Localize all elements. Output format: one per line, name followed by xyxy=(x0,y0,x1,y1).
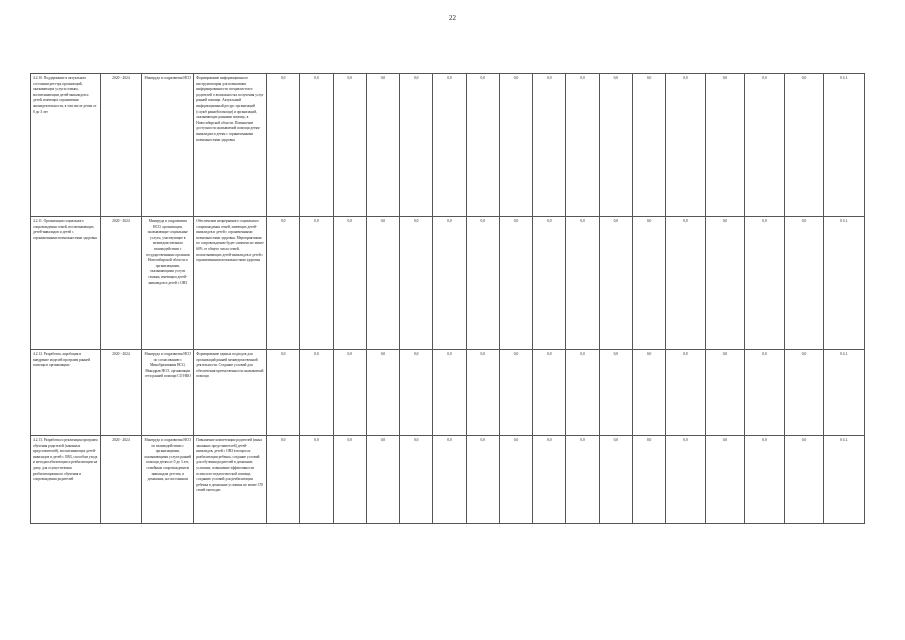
value-cell: 0,0 xyxy=(784,217,824,350)
result-cell: Формирование информационного инструментария для повышения информированности специалистов и родителей о возможностях получения услуг ранней помощи. Актуальный информационный ресурс организаций (служб ранней помощи) и организаций, оказывающих ранними помощь, в Новосибирской области. Повышение доступности оказываемой помощи детям-инвалидам и детям с ограниченными возможностями здоровья xyxy=(194,74,267,217)
value-cell: 0,0 xyxy=(267,436,300,524)
value-cell: 0,0 xyxy=(632,217,665,350)
value-cell: 0,0 xyxy=(666,74,706,217)
value-cell: 0,0 xyxy=(599,217,632,350)
value-cell: 0,0 xyxy=(267,74,300,217)
indicator-cell: 0 4.1. xyxy=(824,436,865,524)
value-cell: 0,0 xyxy=(632,350,665,436)
value-cell: 0,0 xyxy=(599,350,632,436)
indicator-cell: 0 4.1. xyxy=(824,74,865,217)
page-number: 22 xyxy=(449,14,456,22)
value-cell: 0,0 xyxy=(745,74,785,217)
value-cell: 0,0 xyxy=(433,217,466,350)
value-cell: 0,0 xyxy=(267,350,300,436)
value-cell: 0,0 xyxy=(333,217,366,350)
table-row xyxy=(31,74,865,217)
value-cell: 0,0 xyxy=(705,217,745,350)
value-cell: 0,0 xyxy=(666,350,706,436)
value-cell: 0,0 xyxy=(499,217,532,350)
value-cell: 0,0 xyxy=(599,436,632,524)
value-cell: 0,0 xyxy=(566,217,599,350)
value-cell: 0,0 xyxy=(784,350,824,436)
executor-cell: Минтруда и соцразвития НСО, организации, оказывающие социальные услуги, участвующие в межведомственном взаимодействии с государственными органами Новосибирской области и организациями, оказывающими услуги семьям, имеющим детей-инвалидов и детей с ОВЗ xyxy=(142,217,194,350)
value-cell: 0,0 xyxy=(705,436,745,524)
value-cell: 0,0 xyxy=(566,436,599,524)
table-row xyxy=(31,217,865,350)
value-cell: 0,0 xyxy=(784,436,824,524)
value-cell: 0,0 xyxy=(705,74,745,217)
value-cell: 0,0 xyxy=(366,74,399,217)
period-cell: 2020 - 2024 xyxy=(100,217,142,350)
value-cell: 0,0 xyxy=(784,74,824,217)
value-cell: 0,0 xyxy=(400,74,433,217)
result-cell: Повышение компетенции родителей (иных законных представителей) детей-инвалидов, детей с ОВЗ в вопросах реабилитации ребенка, создание условий для обучения родителей в домашних условиях, повышение эффективности психолого-педагогической помощи, созданию условий для реабилитации ребенка в домашних условиях не менее 370 семей ежегодно xyxy=(194,436,267,524)
value-cell: 0,0 xyxy=(366,350,399,436)
value-cell: 0,0 xyxy=(599,74,632,217)
period-cell: 2020 - 2024 xyxy=(100,74,142,217)
executor-cell: Минтруда и соцразвития НСО xyxy=(142,74,194,217)
executor-cell: Минтруда и соцразвития НСО по взаимодействию с организациями, оказывающими услуги ранней помощи детям от 0 до 3 лет, семейным сопровождением инвалидам детства, в домашних, на постоянном xyxy=(142,436,194,524)
value-cell: 0,0 xyxy=(533,217,566,350)
value-cell: 0,0 xyxy=(666,436,706,524)
activity-cell: 4.2.13. Разработка и реализация программ обучения родителей (законных представителей), воспитывающих детей-инвалидов и детей с ОВЗ, способам ухода и методам абилитации и реабилитации на дому, для осуществления реабилитационного обучения и сопровождения родителей xyxy=(31,436,101,524)
value-cell: 0,0 xyxy=(300,217,333,350)
value-cell: 0,0 xyxy=(466,217,499,350)
value-cell: 0,0 xyxy=(433,436,466,524)
value-cell: 0,0 xyxy=(267,217,300,350)
value-cell: 0,0 xyxy=(632,436,665,524)
period-cell: 2020 - 2024 xyxy=(100,350,142,436)
value-cell: 0,0 xyxy=(566,74,599,217)
value-cell: 0,0 xyxy=(466,436,499,524)
value-cell: 0,0 xyxy=(400,350,433,436)
value-cell: 0,0 xyxy=(705,350,745,436)
period-cell: 2020 - 2024 xyxy=(100,436,142,524)
result-cell: Обеспечение непрерывного социального сопровождения семей, имеющих детей-инвалидов и детей с ограниченными возможностями здоровья. Мероприятиями по сопровождению будет охвачено не менее 60% от общего числа семей, воспитывающих детей-инвалидов и детей с ограниченными возможностями здоровья xyxy=(194,217,267,350)
value-cell: 0,0 xyxy=(745,217,785,350)
activity-cell: 4.2.10. Поддержание в актуальном состоянии реестра организаций, оказывающих услуги семьям, воспитывающим детей-инвалидов и детей, имеющих ограничения жизнедеятельности, в том числе детям от 0 до 3 лет xyxy=(31,74,101,217)
value-cell: 0,0 xyxy=(632,74,665,217)
value-cell: 0,0 xyxy=(745,350,785,436)
value-cell: 0,0 xyxy=(466,350,499,436)
indicator-cell: 0 4.1. xyxy=(824,217,865,350)
indicator-cell: 0 4.1. xyxy=(824,350,865,436)
value-cell: 0,0 xyxy=(499,74,532,217)
value-cell: 0,0 xyxy=(300,350,333,436)
value-cell: 0,0 xyxy=(433,350,466,436)
value-cell: 0,0 xyxy=(499,350,532,436)
value-cell: 0,0 xyxy=(499,436,532,524)
value-cell: 0,0 xyxy=(566,350,599,436)
table-row xyxy=(31,436,865,524)
value-cell: 0,0 xyxy=(400,217,433,350)
value-cell: 0,0 xyxy=(533,436,566,524)
value-cell: 0,0 xyxy=(666,217,706,350)
value-cell: 0,0 xyxy=(366,217,399,350)
table-row xyxy=(31,350,865,436)
result-cell: Формирование единых подходов для организаций ранней межведомственной деятельности. Создание условий для обеспечения преемственности оказываемой помощи xyxy=(194,350,267,436)
value-cell: 0,0 xyxy=(333,74,366,217)
value-cell: 0,0 xyxy=(533,74,566,217)
activity-cell: 4.2.11. Организация социального сопровождения семей, воспитывающих детей-инвалидов и детей с ограниченными возможностями здоровья xyxy=(31,217,101,350)
value-cell: 0,0 xyxy=(400,436,433,524)
program-activities-table xyxy=(30,73,865,524)
value-cell: 0,0 xyxy=(433,74,466,217)
activity-cell: 4.2.12. Разработка, апробация и внедрение моделей программ ранней помощи в организациях xyxy=(31,350,101,436)
value-cell: 0,0 xyxy=(533,350,566,436)
value-cell: 0,0 xyxy=(366,436,399,524)
value-cell: 0,0 xyxy=(300,74,333,217)
value-cell: 0,0 xyxy=(300,436,333,524)
value-cell: 0,0 xyxy=(745,436,785,524)
value-cell: 0,0 xyxy=(466,74,499,217)
value-cell: 0,0 xyxy=(333,350,366,436)
value-cell: 0,0 xyxy=(333,436,366,524)
executor-cell: Минтруда и соцразвития НСО по согласованию с Минобразования НСО, Минздрав НСО, организации сети ранней помощи СО НКО xyxy=(142,350,194,436)
